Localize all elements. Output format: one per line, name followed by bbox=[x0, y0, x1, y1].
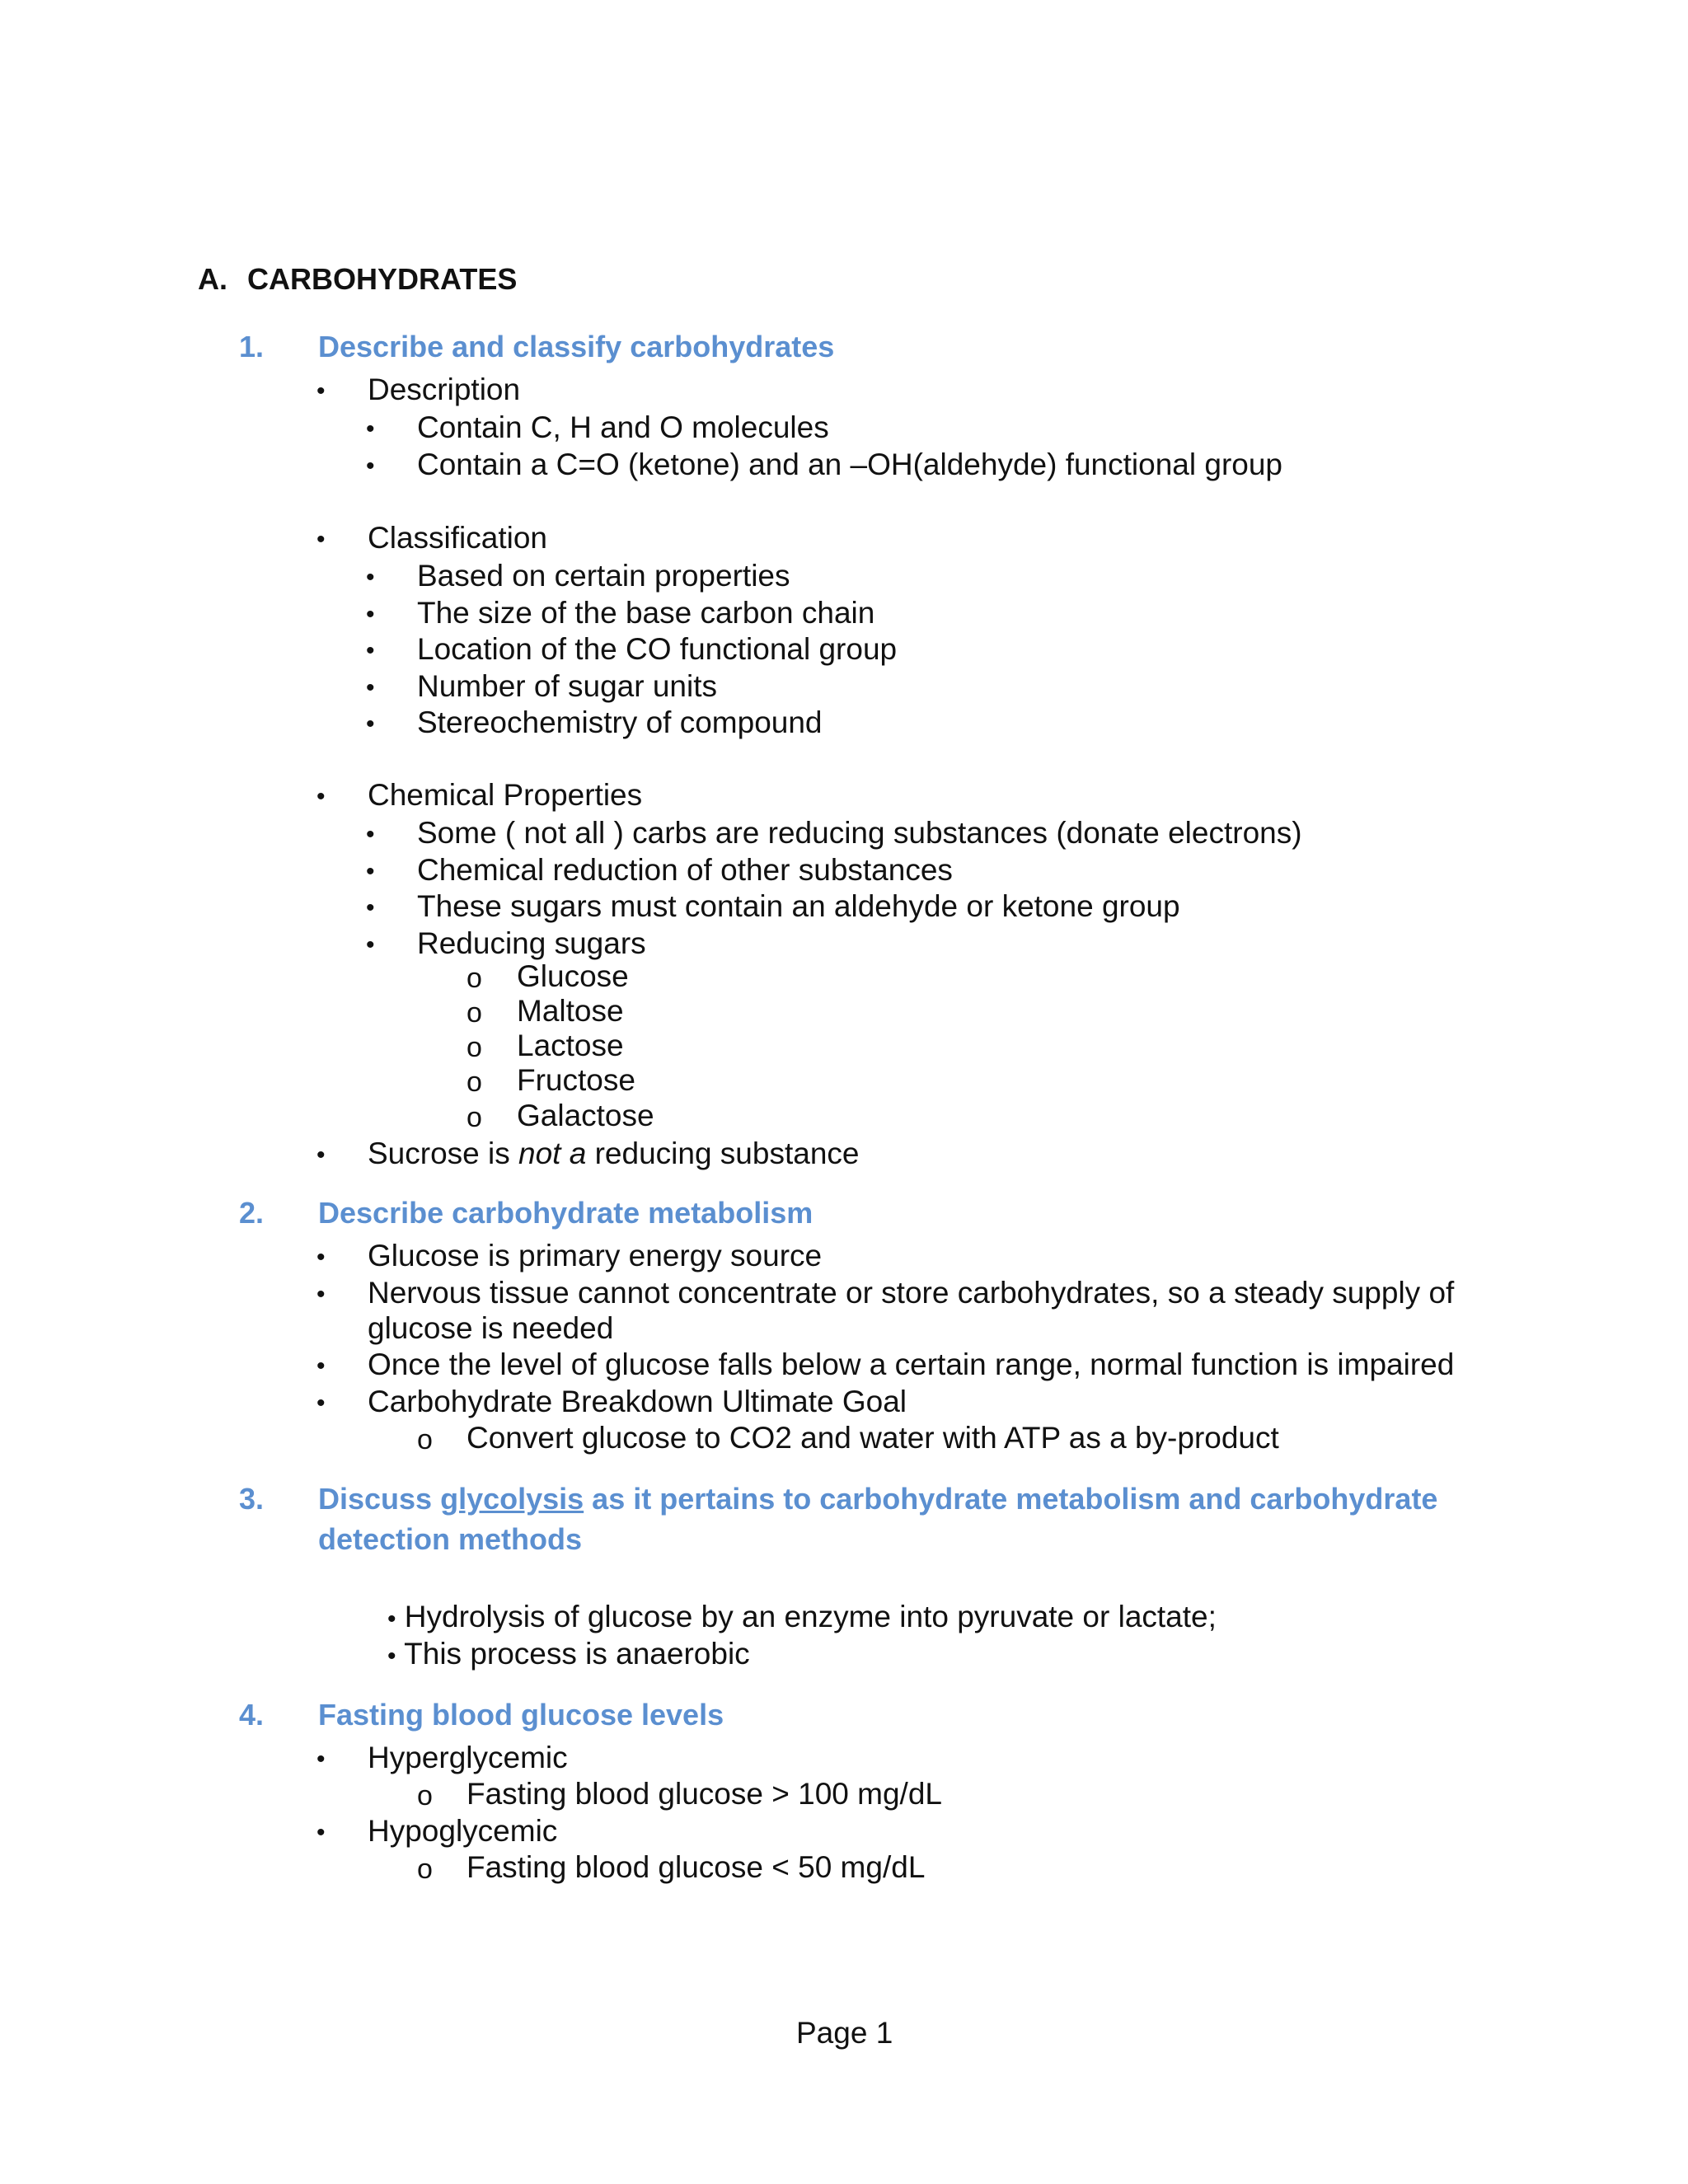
bullet: • bbox=[316, 1746, 326, 1773]
circle-bullet: o bbox=[417, 1424, 433, 1455]
bullet: • bbox=[366, 601, 375, 628]
section-3-number: 3. bbox=[239, 1482, 265, 1516]
list-item: Contain C, H and O molecules bbox=[417, 410, 829, 444]
list-item: Convert glucose to CO2 and water with ATP as a by-product bbox=[467, 1421, 1279, 1455]
bullet: • bbox=[366, 452, 375, 480]
bullet: • bbox=[316, 1141, 326, 1169]
bullet: • bbox=[316, 1352, 326, 1380]
chemical-properties-label: Chemical Properties bbox=[368, 778, 643, 812]
list-item: Some ( not all ) carbs are reducing substances (donate electrons) bbox=[417, 816, 1302, 850]
bullet: • bbox=[316, 377, 326, 405]
bullet: • bbox=[366, 894, 375, 921]
bullet: • bbox=[366, 858, 375, 885]
bullet: • bbox=[366, 637, 375, 664]
bullet: • bbox=[316, 1819, 326, 1846]
list-item: Fructose bbox=[517, 1063, 635, 1097]
bullet: • bbox=[366, 710, 375, 738]
list-item: Galactose bbox=[517, 1099, 654, 1132]
bullet: • bbox=[366, 931, 375, 958]
bullet: • bbox=[316, 1281, 326, 1308]
heading-title: CARBOHYDRATES bbox=[247, 262, 518, 296]
list-item: Glucose is primary energy source bbox=[368, 1239, 823, 1272]
bullet: • bbox=[366, 415, 375, 443]
circle-bullet: o bbox=[467, 1032, 482, 1063]
heading-letter: A. bbox=[198, 262, 227, 296]
glycolysis-link[interactable]: glycolysis bbox=[440, 1482, 584, 1516]
circle-bullet: o bbox=[467, 963, 482, 994]
list-item: Carbohydrate Breakdown Ultimate Goal bbox=[368, 1385, 907, 1418]
section-3-title: Discuss glycolysis as it pertains to carbohydrate metabolism and carbohydrate bbox=[318, 1482, 1438, 1516]
list-item: Fasting blood glucose < 50 mg/dL bbox=[467, 1850, 926, 1884]
description-label: Description bbox=[368, 373, 521, 406]
circle-bullet: o bbox=[467, 997, 482, 1029]
section-3-title-line2: detection methods bbox=[318, 1522, 583, 1556]
list-item: Once the level of glucose falls below a certain range, normal function is impaired bbox=[368, 1347, 1455, 1381]
section-1-title: Describe and classify carbohydrates bbox=[318, 330, 835, 363]
list-item: Contain a C=O (ketone) and an –OH(aldehyde) functional group bbox=[417, 448, 1283, 481]
bullet: • bbox=[316, 783, 326, 810]
section-2-title: Describe carbohydrate metabolism bbox=[318, 1196, 814, 1230]
list-item: Location of the CO functional group bbox=[417, 632, 898, 666]
page-number: Page 1 bbox=[796, 2016, 893, 2050]
section-4-title: Fasting blood glucose levels bbox=[318, 1698, 724, 1732]
circle-bullet: o bbox=[417, 1780, 433, 1811]
list-item: Chemical reduction of other substances bbox=[417, 853, 953, 887]
list-item: The size of the base carbon chain bbox=[417, 596, 875, 630]
list-item: • This process is anaerobic bbox=[387, 1637, 750, 1671]
bullet: • bbox=[366, 564, 375, 591]
classification-label: Classification bbox=[368, 521, 547, 555]
list-item: Glucose bbox=[517, 959, 629, 993]
list-item: • Hydrolysis of glucose by an enzyme into pyruvate or lactate; bbox=[387, 1600, 1217, 1633]
bullet: • bbox=[316, 1390, 326, 1417]
list-item: Number of sugar units bbox=[417, 669, 718, 703]
circle-bullet: o bbox=[467, 1066, 482, 1098]
sucrose-note: Sucrose is not a reducing substance bbox=[368, 1137, 860, 1170]
hypoglycemic-label: Hypoglycemic bbox=[368, 1814, 558, 1848]
list-item: Reducing sugars bbox=[417, 926, 646, 960]
list-item: Based on certain properties bbox=[417, 559, 790, 593]
list-item: These sugars must contain an aldehyde or ketone group bbox=[417, 889, 1180, 923]
list-item: Stereochemistry of compound bbox=[417, 705, 823, 739]
bullet: • bbox=[366, 674, 375, 701]
list-item: Maltose bbox=[517, 994, 624, 1028]
bullet: • bbox=[316, 1244, 326, 1271]
circle-bullet: o bbox=[417, 1854, 433, 1885]
list-item-continuation: glucose is needed bbox=[368, 1311, 614, 1345]
section-4-number: 4. bbox=[239, 1698, 265, 1732]
bullet: • bbox=[316, 526, 326, 553]
circle-bullet: o bbox=[467, 1102, 482, 1133]
list-item: Nervous tissue cannot concentrate or store carbohydrates, so a steady supply of bbox=[368, 1276, 1455, 1310]
list-item: Fasting blood glucose > 100 mg/dL bbox=[467, 1777, 942, 1811]
section-1-number: 1. bbox=[239, 330, 265, 363]
hyperglycemic-label: Hyperglycemic bbox=[368, 1741, 568, 1774]
section-2-number: 2. bbox=[239, 1196, 265, 1230]
list-item: Lactose bbox=[517, 1029, 624, 1062]
bullet: • bbox=[366, 821, 375, 848]
